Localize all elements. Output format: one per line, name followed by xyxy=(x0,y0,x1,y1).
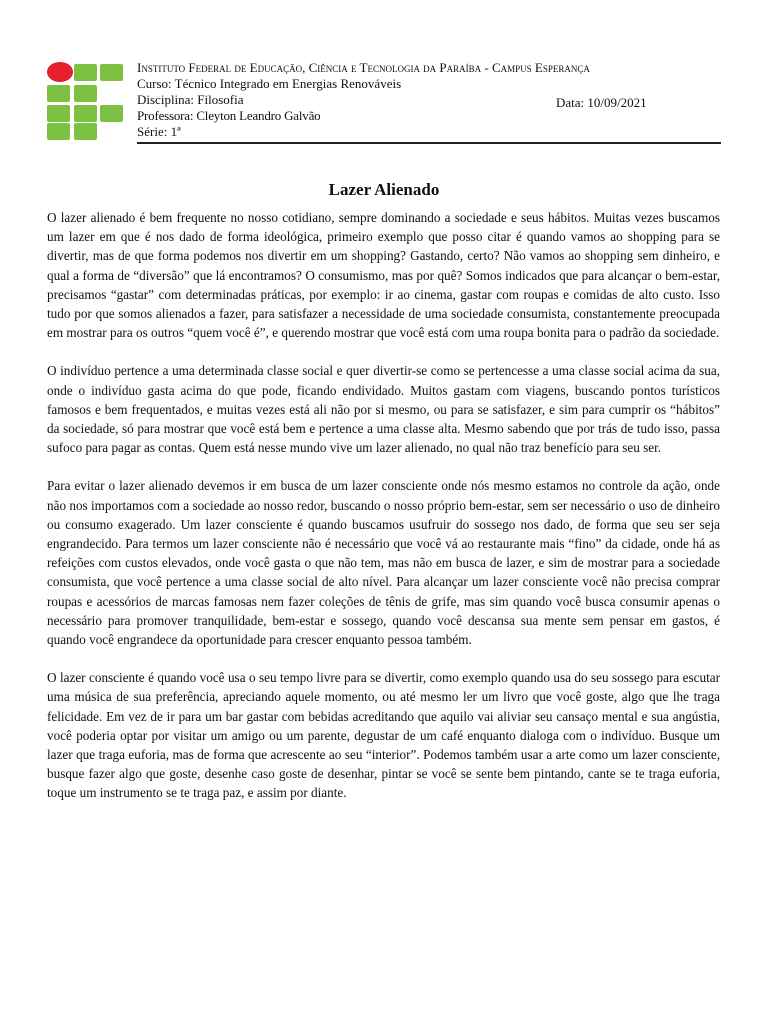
logo-green-square xyxy=(74,123,97,140)
course-line: Curso: Técnico Integrado em Energias Renováveis xyxy=(137,76,402,91)
discipline-line: Disciplina: Filosofia xyxy=(137,92,244,107)
institution-logo-icon xyxy=(46,61,124,139)
grade-line: Série: 1ª xyxy=(137,124,181,139)
date-line: Data: 10/09/2021 xyxy=(556,95,647,110)
header-divider xyxy=(137,142,721,144)
logo-green-square xyxy=(74,105,97,122)
paragraph: O lazer consciente é quando você usa o seu tempo livre para se divertir, como exemplo quando usa do seu sossego para escutar uma música de sua preferência, apreciando aquele momento, ou até mesmo ler um livro que você goste, algo que lhe traga felicidade. Em vez de ir para um bar gastar com bebidas acreditando que aquilo vai aliviar seu cansaço mental e sua angústia, você poderia optar por visitar um amigo ou um parente, degustar de um café enquanto dialoga com o indivíduo. Busque um lazer que traga euforia, mas de forma que acrescente ao seu “interior”. Podemos também usar a arte como um lazer consciente, busque fazer algo que goste, desenhe caso goste de desenhar, pintar se você se sente bem pintando, cante se te traga euforia, toque um instrumento se te traga paz, e assim por diante. xyxy=(47,670,720,801)
paragraph: Para evitar o lazer alienado devemos ir em busca de um lazer consciente onde nós mesmo estamos no controle da ação, onde não nos importamos com a sociedade ao nosso redor, buscando o nosso próprio bem-estar, sem ser necessário o uso de dinheiro ou consumo exagerado. Um lazer consciente é quando buscamos usufruir do sossego nos dado, de forma que seu ser seja engrandecido. Para termos um lazer consciente não é necessário que você vá ao restaurante mais “fino” da cidade, onde há as refeições com custos elevados, onde você gasta o que não tem, mas não em busca de lazer, e sim de mostrar para a sociedade consumista, que você pertence a uma classe social de alto nível. Para alcançar um lazer consciente você não precisa comprar roupas e acessórios de marcas famosas nem fazer coleções de tênis de grife, mas sim quando você busca consumir apenas o necessário para promover tranquilidade, bem-estar e sossego, quando você descansa sua mente sem pensar em gastos, é quando você engrandece da oportunidade para crescer enquanto pessoa também. xyxy=(47,478,720,648)
logo-green-square xyxy=(74,85,97,102)
logo-green-square xyxy=(100,64,123,81)
logo-green-square xyxy=(74,64,97,81)
document-header xyxy=(137,60,721,140)
document-body xyxy=(47,208,720,822)
logo-green-square xyxy=(47,123,70,140)
paragraph: O lazer alienado é bem frequente no nosso cotidiano, sempre dominando a sociedade e seus hábitos. Muitas vezes buscamos um lazer em que é nos dado de forma ideológica, primeiro exemplo que posso citar é quando vamos ao shopping para se divertir, mas de que forma podemos nos divertir em um shopping? Gastando, certo? Não vamos ao shopping sem dinheiro, e qual a forma de “diversão” que lá encontramos? O consumismo, mas por quê? Somos indicados que para alcançar o bem-estar, precisamos “gastar” com determinadas práticas, por exemplo: ir ao cinema, gastar com roupas e comidas de alto custo. Isso tudo por que somos alienados a fazer, para satisfazer a necessidade de uma sociedade consumista, constantemente preocupada em mostrar para os outros “quem você é”, e querendo mostrar que você está com uma roupa bonita para o padrão da sociedade. xyxy=(47,210,720,341)
professor-line: Professora: Cleyton Leandro Galvão xyxy=(137,108,321,123)
logo-green-square xyxy=(47,105,70,122)
logo-green-square xyxy=(47,85,70,102)
document-title: Lazer Alienado xyxy=(328,180,440,199)
paragraph: O indivíduo pertence a uma determinada classe social e quer divertir-se como se pertencesse a uma classe social acima da sua, onde o indivíduo gasta acima do que pode, ficando endividado. Muitos gastam com viagens, buscando pontos turísticos famosos e bem frequentados, e muitas vezes está ali não por si mesmo, ou para se satisfazer, e sim para cumprir os “hábitos” da sociedade, só para mostrar que você está bem e pertence a uma classe alta. Mesmo sabendo que por trás de tudo isso, passa sufoco para pagar as contas. Quem está nesse mundo vive um lazer alienado, no qual não traz benefício para seu ser. xyxy=(47,363,720,456)
logo-red-circle xyxy=(47,62,73,82)
institute-name: Instituto Federal de Educação, Ciência e Tecnologia da Paraíba - Campus Esperança xyxy=(137,60,590,75)
logo-green-square xyxy=(100,105,123,122)
